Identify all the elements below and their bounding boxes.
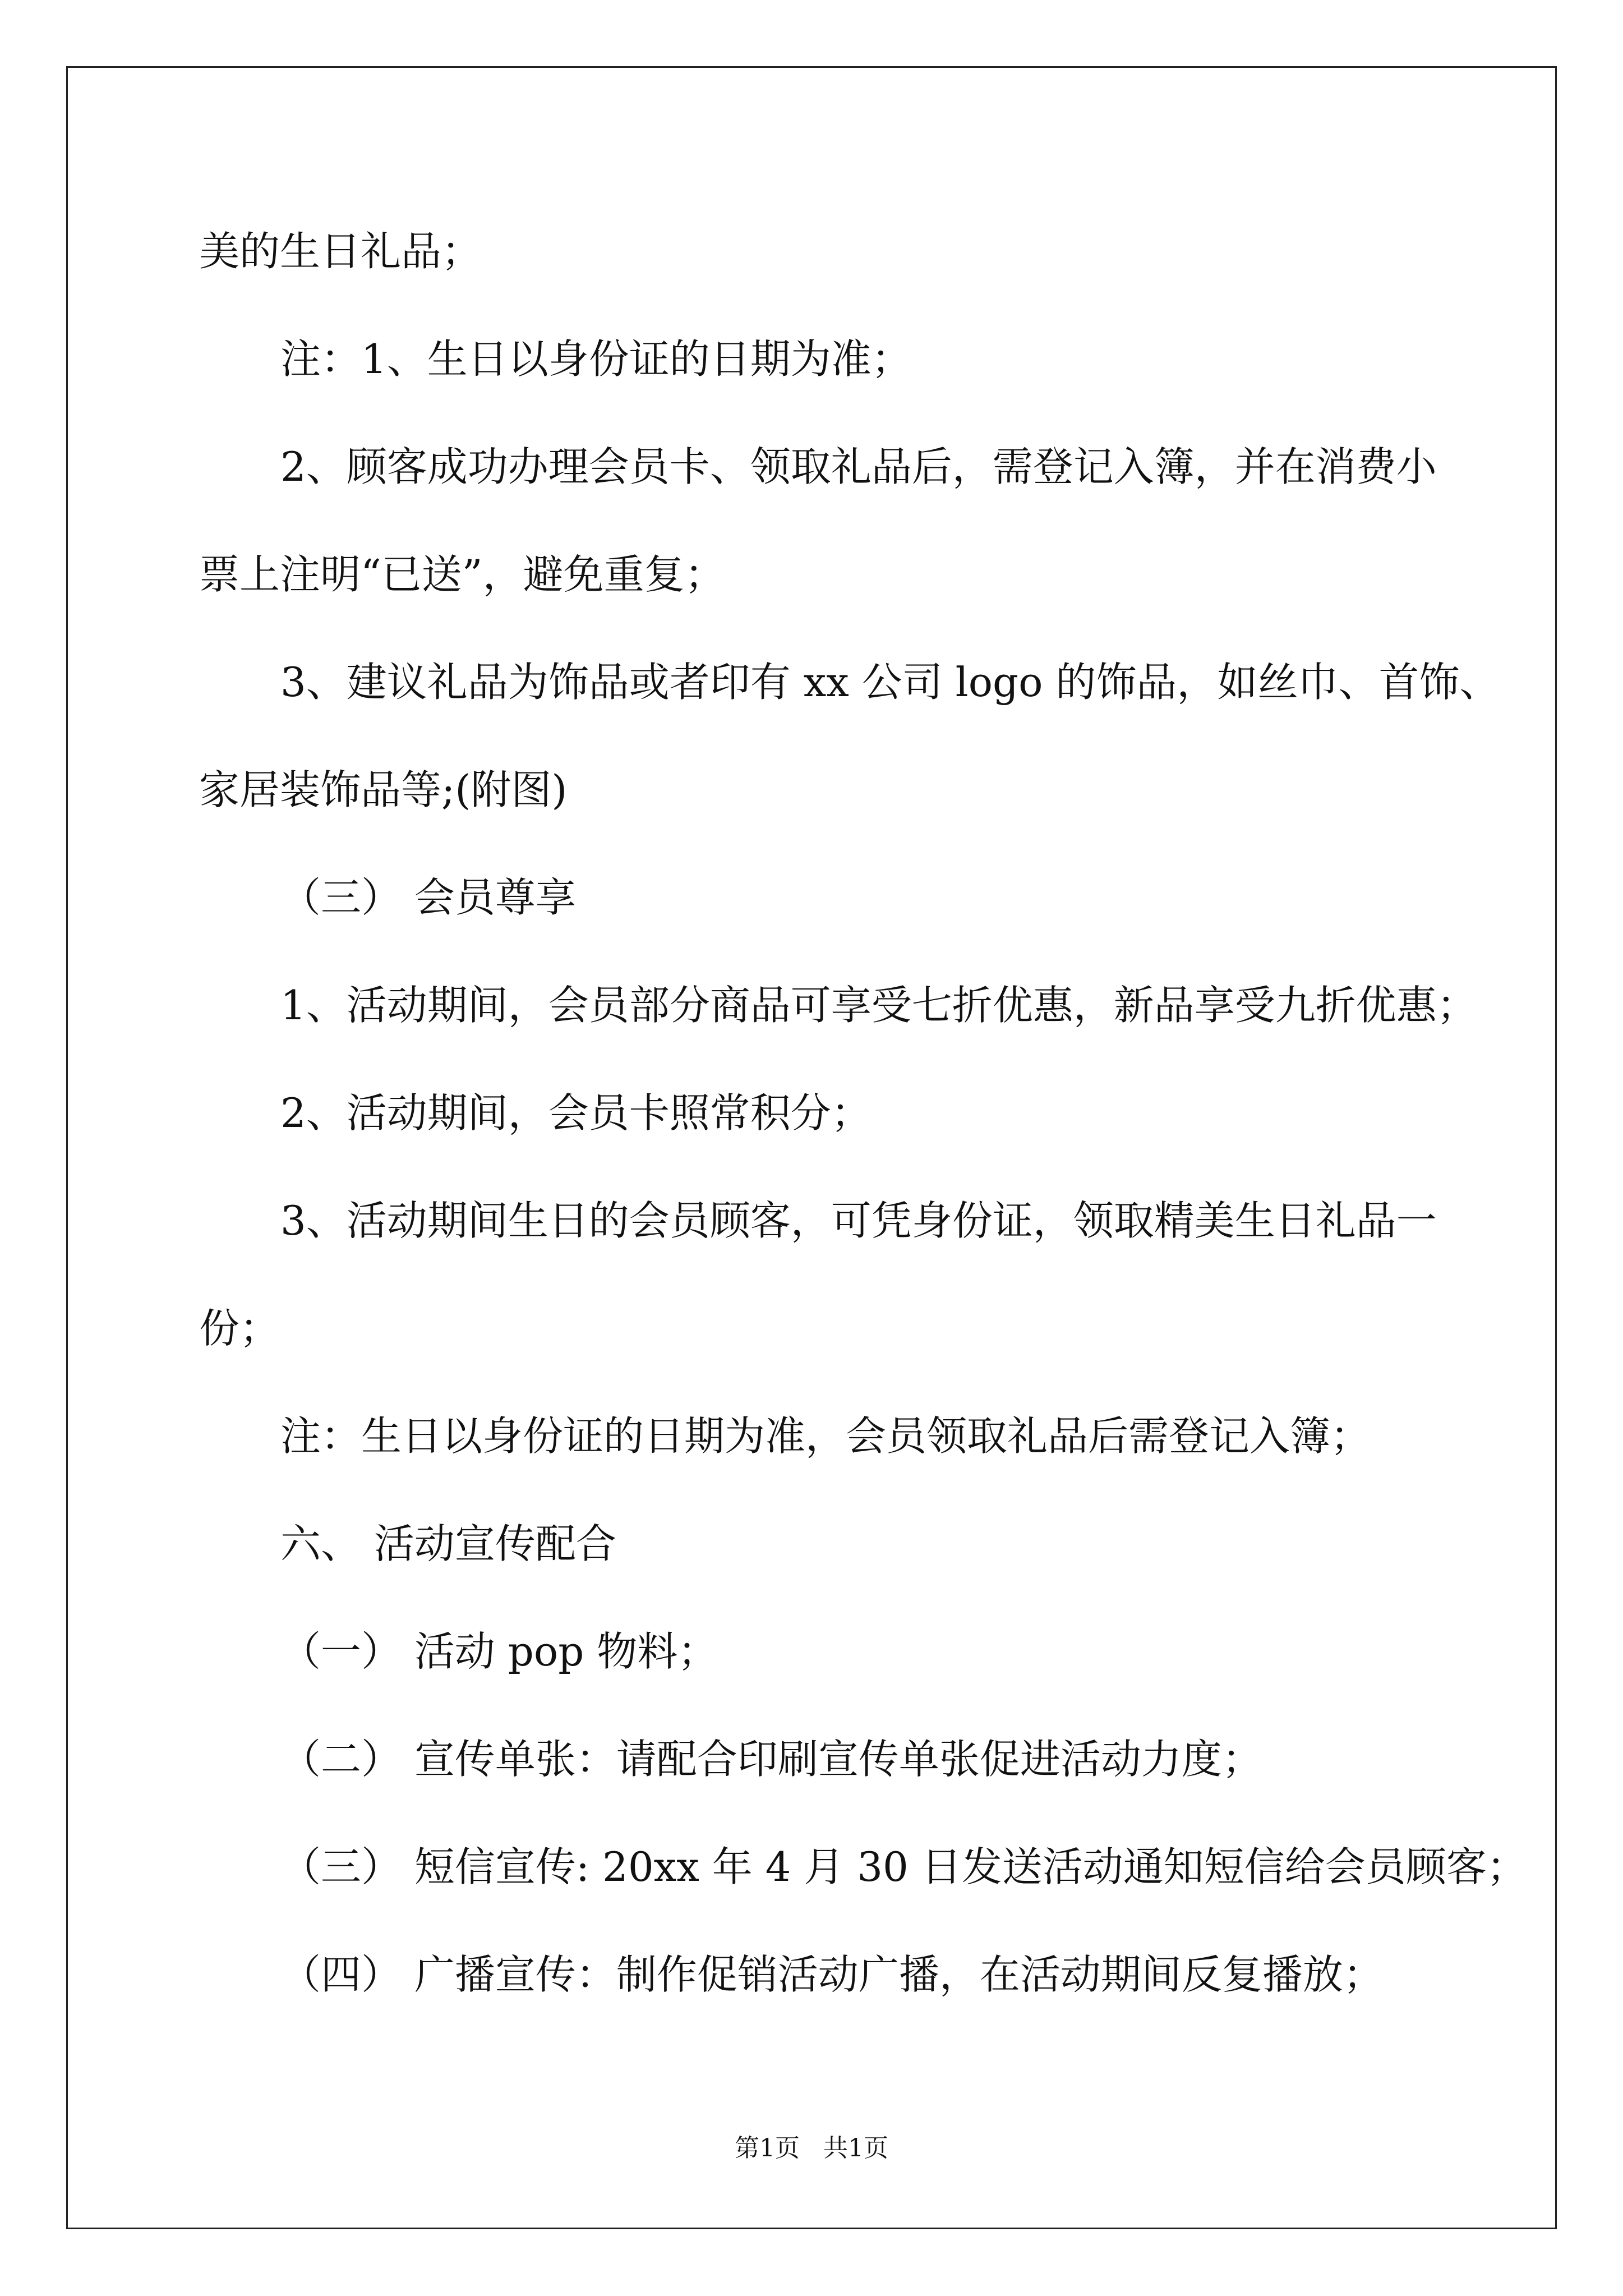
text-line: 份； <box>199 1305 280 1352</box>
text-line: 2、顾客成功办理会员卡、领取礼品后，需登记入簿，并在消费小 <box>280 443 1437 490</box>
text-line: （二） 宣传单张：请配合印刷宣传单张促进活动力度； <box>280 1736 1262 1783</box>
text-line: 3、建议礼品为饰品或者印有 xx 公司 logo 的饰品，如丝巾、首饰、 <box>280 659 1500 706</box>
text-line: 注：1、生日以身份证的日期为准； <box>280 335 912 383</box>
text-line: （四） 广播宣传：制作促销活动广播，在活动期间反复播放； <box>280 1951 1384 1998</box>
page-number: 第1页 <box>735 2134 800 2162</box>
text-line: （三） 短信宣传: 20xx 年 4 月 30 日发送活动通知短信给会员顾客； <box>280 1843 1527 1890</box>
text-line: 注：生日以身份证的日期为准，会员领取礼品后需登记入簿； <box>280 1412 1371 1460</box>
section-heading: （三） 会员尊享 <box>280 874 576 921</box>
text-line: 家居装饰品等;(附图) <box>199 766 568 813</box>
text-line: 1、活动期间，会员部分商品可享受七折优惠，新品享受九折优惠； <box>280 982 1477 1029</box>
text-line: 美的生日礼品； <box>199 228 482 275</box>
text-line: 票上注明“已送”，避免重复； <box>199 551 725 598</box>
text-line: 2、活动期间，会员卡照常积分； <box>280 1089 872 1137</box>
page-border <box>66 66 1557 2229</box>
page-total: 共1页 <box>823 2134 888 2162</box>
page-footer <box>0 2136 1623 2161</box>
text-line: 3、活动期间生日的会员顾客，可凭身份证，领取精美生日礼品一 <box>280 1197 1437 1244</box>
section-heading: 六、 活动宣传配合 <box>280 1520 616 1567</box>
text-line: （一） 活动 pop 物料； <box>280 1628 718 1675</box>
